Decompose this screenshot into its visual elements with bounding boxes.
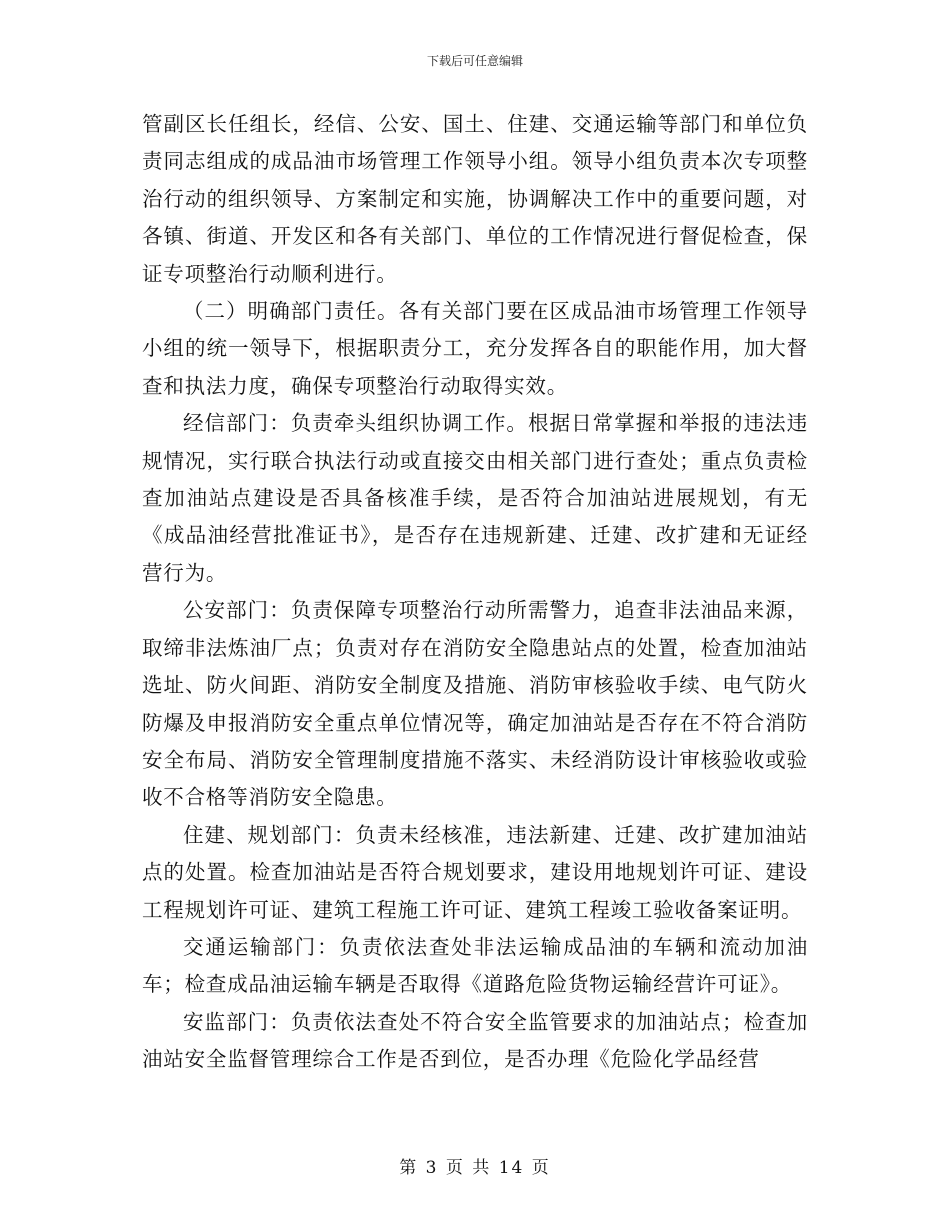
paragraph-leading-group: 管副区长任组长，经信、公安、国土、住建、交通运输等部门和单位负责同志组成的成品油市场管理工作领导小组。领导小组负责本次专项整治行动的组织领导、方案制定和实施，协调解决工作中的重要问题，对各镇、街道、开发区和各有关部门、单位的工作情况进行督促检查，保证专项整治行动顺利进行。 xyxy=(142,112,808,286)
paragraph-housing-planning-dept: 住建、规划部门：负责未经核准，违法新建、迁建、改扩建加油站点的处置。检查加油站是否符合规划要求，建设用地规划许可证、建设工程规划许可证、建筑工程施工许可证、建筑工程竣工验收备案证明。 xyxy=(142,822,808,922)
paragraph-economic-info-dept: 经信部门：负责牵头组织协调工作。根据日常掌握和举报的违法违规情况，实行联合执法行动或直接交由相关部门进行查处；重点负责检查加油站点建设是否具备核准手续，是否符合加油站进展规划，有无《成品油经营批准证书》，是否存在违规新建、迁建、改扩建和无证经营行为。 xyxy=(142,411,808,585)
document-body xyxy=(142,106,808,1079)
page-number: 第 3 页 共 14 页 xyxy=(399,1158,551,1178)
paragraph-public-security-dept: 公安部门：负责保障专项整治行动所需警力，追查非法油品来源，取缔非法炼油厂点；负责对存在消防安全隐患站点的处置，检查加油站选址、防火间距、消防安全制度及措施、消防审核验收手续、电气防火防爆及申报消防安全重点单位情况等，确定加油站是否存在不符合消防安全布局、消防安全管理制度措施不落实、未经消防设计审核验收或验收不合格等消防安全隐患。 xyxy=(142,598,808,810)
paragraph-safety-supervision-dept: 安监部门：负责依法查处不符合安全监管要求的加油站点；检查加油站安全监督管理综合工作是否到位，是否办理《危险化学品经营 xyxy=(142,1009,808,1072)
paragraph-department-duty: （二）明确部门责任。各有关部门要在区成品油市场管理工作领导小组的统一领导下，根据职责分工，充分发挥各自的职能作用，加大督查和执法力度，确保专项整治行动取得实效。 xyxy=(142,299,808,398)
page-header: 下载后可任意编辑 xyxy=(426,54,523,68)
paragraph-transport-dept: 交通运输部门：负责依法查处非法运输成品油的车辆和流动加油车；检查成品油运输车辆是否取得《道路危险货物运输经营许可证》。 xyxy=(142,934,808,997)
